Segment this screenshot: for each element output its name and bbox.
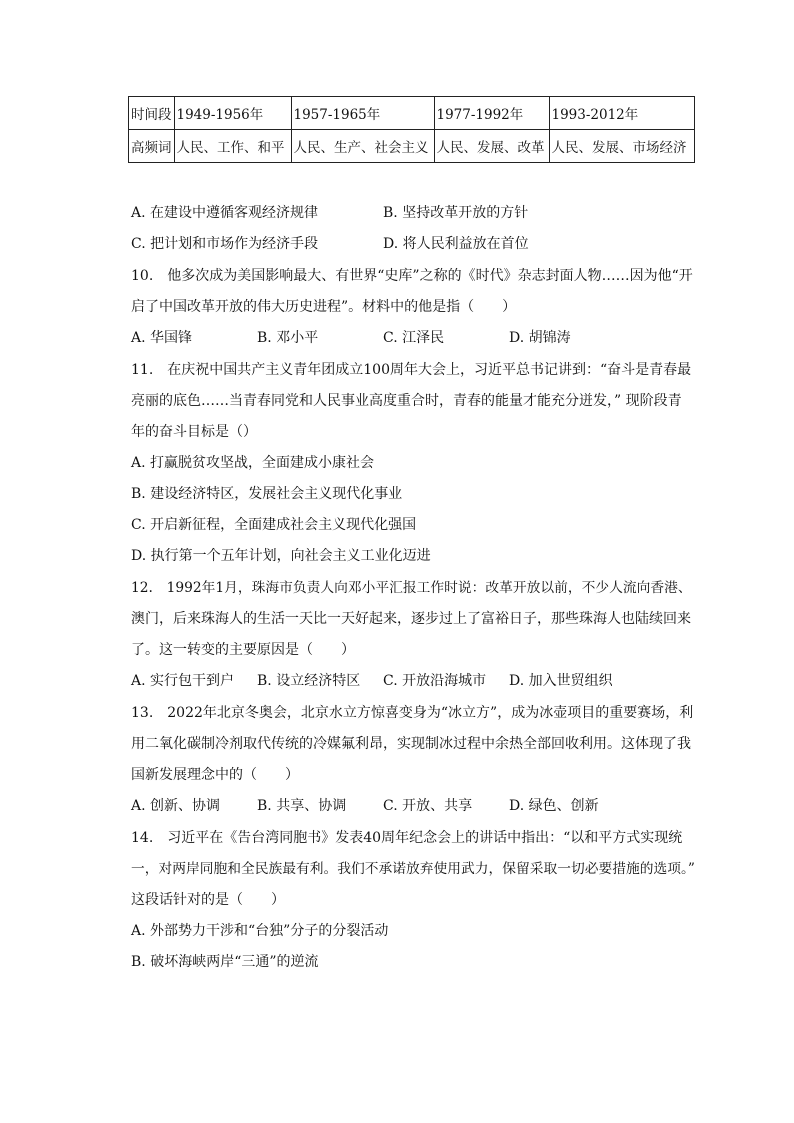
table-cell: 人民、发展、改革 [434,130,549,163]
q10-options-row [131,328,571,348]
q13-option-d[interactable]: D. 绿色、创新 [509,798,599,814]
table-cell: 人民、生产、社会主义 [291,130,434,163]
q13-option-a[interactable]: A. 创新、协调 [131,798,221,814]
q10-option-c[interactable]: C. 江泽民 [383,330,445,346]
table-cell: 1957-1965年 [291,97,434,130]
table-row [129,97,695,130]
table-cell: 人民、发展、市场经济 [549,130,694,163]
table-cell: 1949-1956年 [174,97,291,130]
q13-options-row [131,796,599,816]
q9-options-row-2 [131,234,529,254]
q13-stem-line: 13. 2022年北京冬奥会，北京水立方惊喜变身为“冰立方”，成为冰壶项目的重要赛场，利 [131,705,694,721]
q10-stem-line: 10. 他多次成为美国影响最大、有世界“史库”之称的《时代》杂志封面人物……因为他“开 [131,268,693,284]
q14-option-a[interactable]: A. 外部势力干涉和“台独”分子的分裂活动 [131,923,389,939]
q11-stem-line: 11. 在庆祝中国共产主义青年团成立100周年大会上，习近平总书记讲到：“奋斗是青春最 [131,362,692,378]
q12-stem-line: 澳门，后来珠海人的生活一天比一天好起来，逐步过上了富裕日子，那些珠海人也陆续回来 [131,611,691,627]
q11-option-a[interactable]: A. 打赢脱贫攻坚战，全面建成小康社会 [131,455,375,471]
q13-stem-line: 国新发展理念中的（ ） [131,767,299,783]
q12-option-d[interactable]: D. 加入世贸组织 [509,673,613,689]
q14-stem-line: 一，对两岸同胞和全民族最有利。我们不承诺放弃使用武力，保留采取一切必要措施的选项。” [131,861,695,877]
table-cell: 1977-1992年 [434,97,549,130]
q14-option-b[interactable]: B. 破坏海峡两岸“三通”的逆流 [131,954,319,970]
q10-option-d[interactable]: D. 胡锦涛 [509,330,571,346]
q12-stem-line: 12. 1992年1月，珠海市负责人向邓小平汇报工作时说：改革开放以前，不少人流向香港、 [131,580,692,596]
q9-option-d[interactable]: D. 将人民利益放在首位 [383,236,529,252]
table-cell: 高频词 [129,130,175,163]
q11-option-b[interactable]: B. 建设经济特区，发展社会主义现代化事业 [131,486,403,502]
q11-stem-line: 年的奋斗目标是（） [131,424,257,440]
q13-stem-line: 用二氧化碳制冷剂取代传统的冷媒氟利昂，实现制冰过程中余热全部回收利用。这体现了我 [131,736,691,752]
q9-options-row-1 [131,203,528,223]
q9-option-b[interactable]: B. 坚持改革开放的方针 [383,205,529,221]
q13-option-b[interactable]: B. 共享、协调 [257,798,347,814]
q12-options-row [131,671,613,691]
table-cell: 1993-2012年 [549,97,694,130]
q10-stem-line: 启了中国改革开放的伟大历史进程”。材料中的他是指（ ） [131,299,517,315]
q10-option-b[interactable]: B. 邓小平 [257,330,319,346]
q12-option-a[interactable]: A. 实行包干到户 [131,673,235,689]
q9-option-c[interactable]: C. 把计划和市场作为经济手段 [131,236,319,252]
q12-option-c[interactable]: C. 开放沿海城市 [383,673,487,689]
q11-stem-line: 亮丽的底色……当青春同党和人民事业高度重合时，青春的能量才能充分迸发，” 现阶段青 [131,393,682,409]
q10-option-a[interactable]: A. 华国锋 [131,330,193,346]
q14-stem-line: 14. 习近平在《告台湾同胞书》发表40周年纪念会上的讲话中指出：“以和平方式实现统 [131,830,683,846]
table-cell: 人民、工作、和平 [174,130,291,163]
table-cell: 时间段 [129,97,175,130]
q9-option-a[interactable]: A. 在建设中遵循客观经济规律 [131,205,319,221]
q11-option-c[interactable]: C. 开启新征程，全面建成社会主义现代化强国 [131,517,417,533]
q11-option-d[interactable]: D. 执行第一个五年计划，向社会主义工业化迈进 [131,548,431,564]
q13-option-c[interactable]: C. 开放、共享 [383,798,473,814]
q14-stem-line: 这段话针对的是（ ） [131,892,285,908]
q12-option-b[interactable]: B. 设立经济特区 [257,673,361,689]
table-row [129,130,695,163]
q12-stem-line: 了。这一转变的主要原因是（ ） [131,642,355,658]
high-frequency-word-table [128,96,695,163]
